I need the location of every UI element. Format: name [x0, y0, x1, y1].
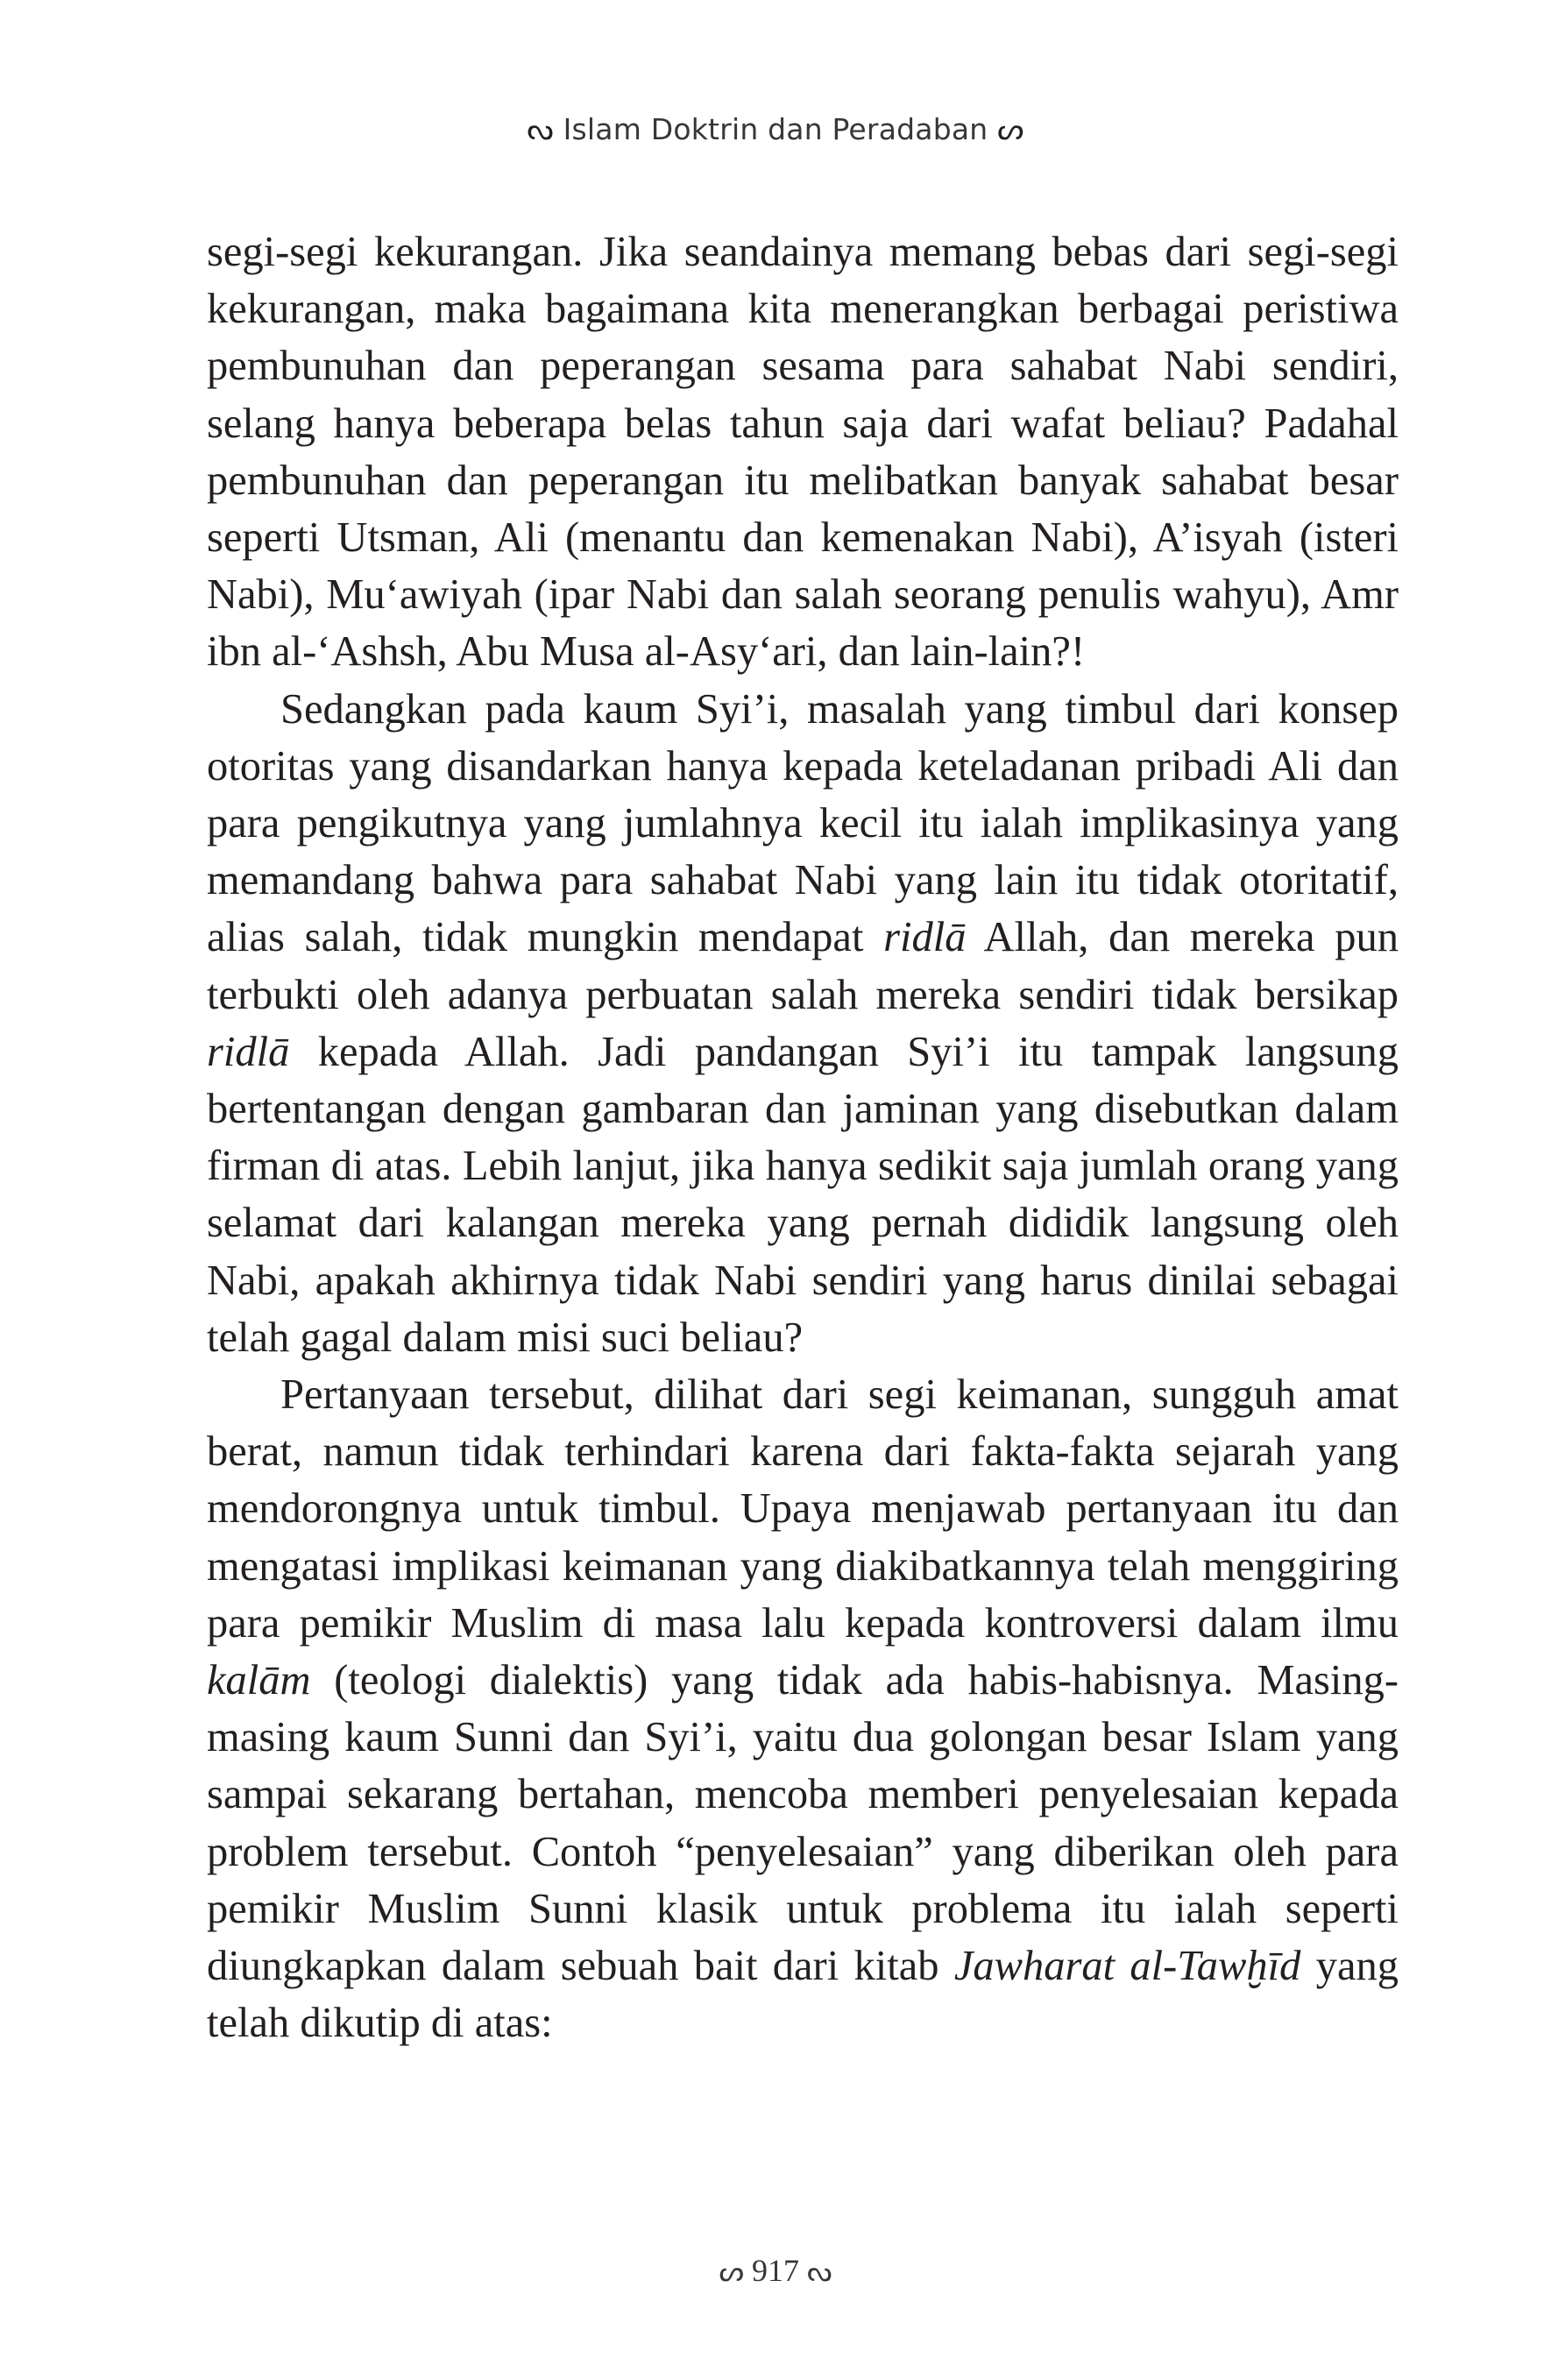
running-head-title: Islam Doktrin dan Peradaban	[563, 112, 988, 146]
paragraph-2-text-3: kepada Allah. Jadi pandangan Syi’i itu tampak langsung bertentangan dengan gambaran dan jaminan yang disebutkan dalam firman di atas. Lebih lanjut, jika hanya sedikit saja jumlah orang yang selamat dari kalangan mereka yang pernah dididik langsung oleh Nabi, apakah akhirnya tidak Nabi sendiri yang harus dinilai sebagai telah gagal dalam misi suci beliau?	[207, 1028, 1399, 1361]
ornament-right-icon: ᔕ	[997, 112, 1024, 147]
paragraph-3-italic-2: Jawharat al-Tawḫīd	[953, 1943, 1301, 1990]
paragraph-2-italic-1: ridlā	[883, 914, 967, 961]
paragraph-2	[207, 681, 1399, 1366]
paragraph-2-text-2: Allah, dan mereka pun terbukti oleh adanya perbuatan salah mereka sendiri tidak bersikap	[207, 914, 1399, 1018]
footer-ornament-right-icon: ᔓ	[807, 2255, 832, 2288]
page-number: 917	[752, 2253, 799, 2288]
paragraph-1	[207, 223, 1399, 681]
paragraph-2-text-1: Sedangkan pada kaum Syi’i, masalah yang timbul dari konsep otoritas yang disandarkan hanya kepada keteladanan pribadi Ali dan para pengikutnya yang jumlahnya kecil itu ialah implikasinya yang memandang bahwa para sahabat Nabi yang lain itu tidak otoritatif, alias salah, tidak mungkin mendapat	[207, 685, 1399, 961]
paragraph-3	[207, 1366, 1399, 2051]
ornament-left-icon: ᔓ	[527, 112, 554, 147]
running-head	[0, 112, 1551, 147]
paragraph-3-italic-1: kalām	[207, 1657, 311, 1704]
page-footer	[0, 2252, 1551, 2289]
paragraph-3-text-3: yang telah dikutip di atas:	[207, 1943, 1399, 2047]
paragraph-1-text: segi-segi kekurangan. Jika seandainya memang bebas dari segi-segi kekurangan, maka bagaimana kita menerangkan berbagai peristiwa pembunuhan dan peperangan sesama para sahabat Nabi sendiri, selang hanya beberapa belas tahun saja dari wafat beliau? Padahal pembunuhan dan peperangan itu melibatkan banyak sahabat besar seperti Utsman, Ali (menantu dan kemenakan Nabi), A’isyah (isteri Nabi), Mu‘awiyah (ipar Nabi dan salah seorang penulis wahyu), Amr ibn al-‘Ashsh, Abu Musa al-Asy‘ari, dan lain-lain?!	[207, 229, 1399, 676]
paragraph-3-text-2: (teologi dialektis) yang tidak ada habis-habisnya. Masing-masing kaum Sunni dan Syi’i, yaitu dua golongan besar Islam yang sampai sekarang bertahan, mencoba memberi penyelesaian kepada problem tersebut. Contoh “penyelesaian” yang diberikan oleh para pemikir Muslim Sunni klasik untuk problema itu ialah seperti diungkapkan dalam sebuah bait dari kitab	[207, 1657, 1399, 1990]
footer-ornament-left-icon: ᔕ	[719, 2255, 744, 2288]
paragraph-3-text-1: Pertanyaan tersebut, dilihat dari segi keimanan, sungguh amat berat, namun tidak terhindari karena dari fakta-fakta sejarah yang mendorongnya untuk timbul. Upaya menjawab pertanyaan itu dan mengatasi implikasi keimanan yang diakibatkannya telah menggiring para pemikir Muslim di masa lalu kepada kontroversi dalam ilmu	[207, 1371, 1399, 1647]
paragraph-2-italic-2: ridlā	[207, 1028, 290, 1075]
body-text	[207, 223, 1399, 2052]
